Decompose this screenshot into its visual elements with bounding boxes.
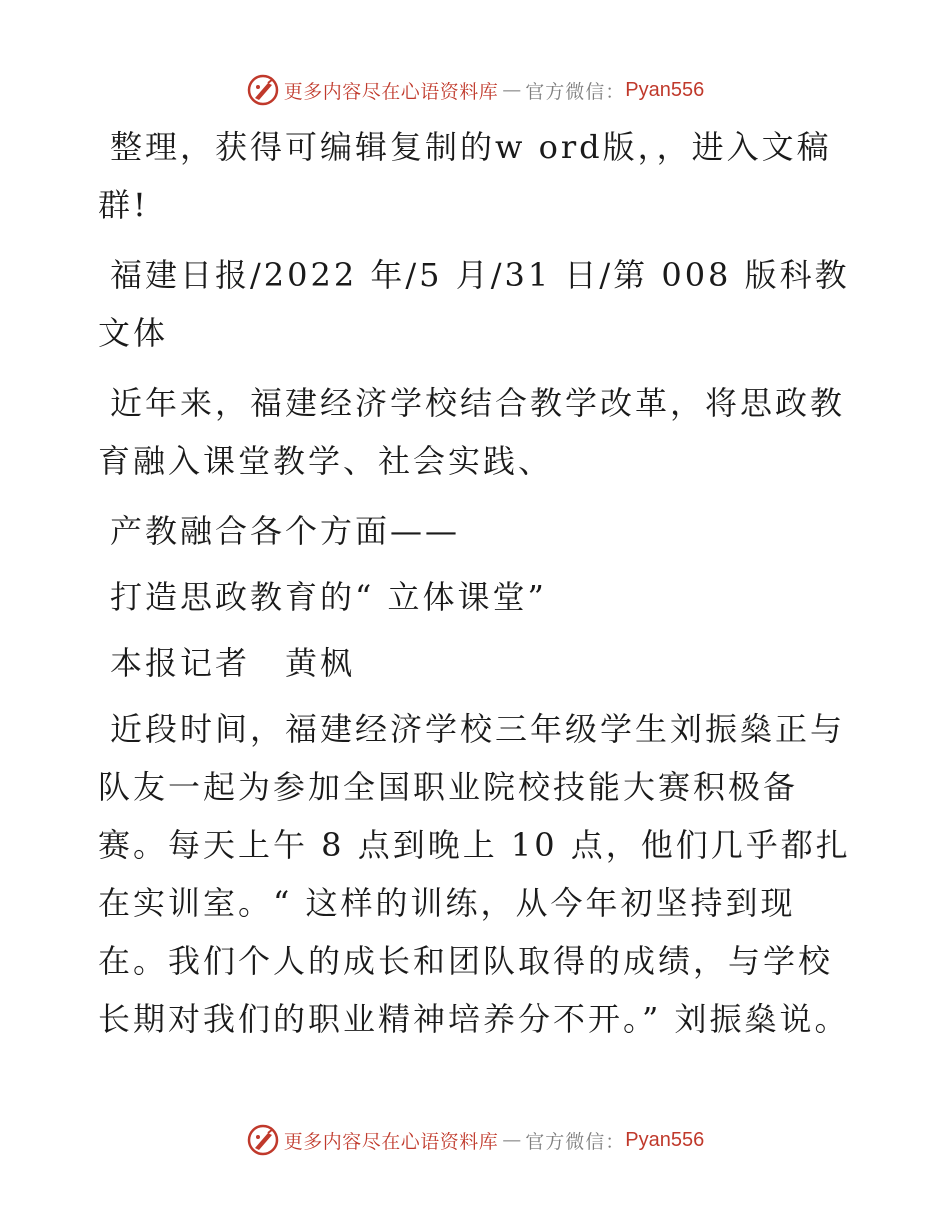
banner-wechat-id: Pyan556: [625, 1128, 705, 1151]
subtitle-line: 产教融合各个方面——: [110, 512, 461, 550]
body-paragraph: 近段时间，福建经济学校三年级学生刘振燊正与队友一起为参加全国职业院校技能大赛积极备赛。每天上午 8 点到晚上 10 点，他们几乎都扎在实训室。“ 这样的训练，从今年初坚持到现在。我们个人的成长和团队取得的成绩，与学校长期对我们的职业精神培养分不开。” 刘振燊说。: [98, 710, 851, 1038]
quill-pen-seal-icon: [246, 73, 280, 107]
header-watermark: [0, 70, 950, 110]
banner-separator: —: [502, 79, 522, 101]
banner-wechat-label: 官方微信：: [525, 80, 626, 103]
document-body: [98, 118, 858, 1060]
banner-brand-text: 更多内容尽在心语资料库: [283, 1130, 499, 1153]
banner-brand-text: 更多内容尽在心语资料库: [283, 80, 499, 103]
quill-pen-seal-icon: [246, 1123, 280, 1157]
banner-separator: —: [502, 1129, 522, 1151]
byline: 本报记者 黄枫: [110, 644, 356, 682]
banner-wechat-id: Pyan556: [625, 78, 705, 101]
intro-paragraph: 整理，获得可编辑复制的w ord版，，进入文稿群!: [98, 128, 832, 224]
article-title: 打造思政教育的“ 立体课堂”: [110, 578, 547, 616]
banner-wechat-label: 官方微信：: [525, 1130, 626, 1153]
lead-paragraph: 近年来，福建经济学校结合教学改革，将思政教育融入课堂教学、社会实践、: [98, 384, 846, 480]
source-line: 福建日报/2022 年/5 月/31 日/第 008 版科教文体: [98, 256, 850, 352]
footer-watermark: [0, 1120, 950, 1160]
